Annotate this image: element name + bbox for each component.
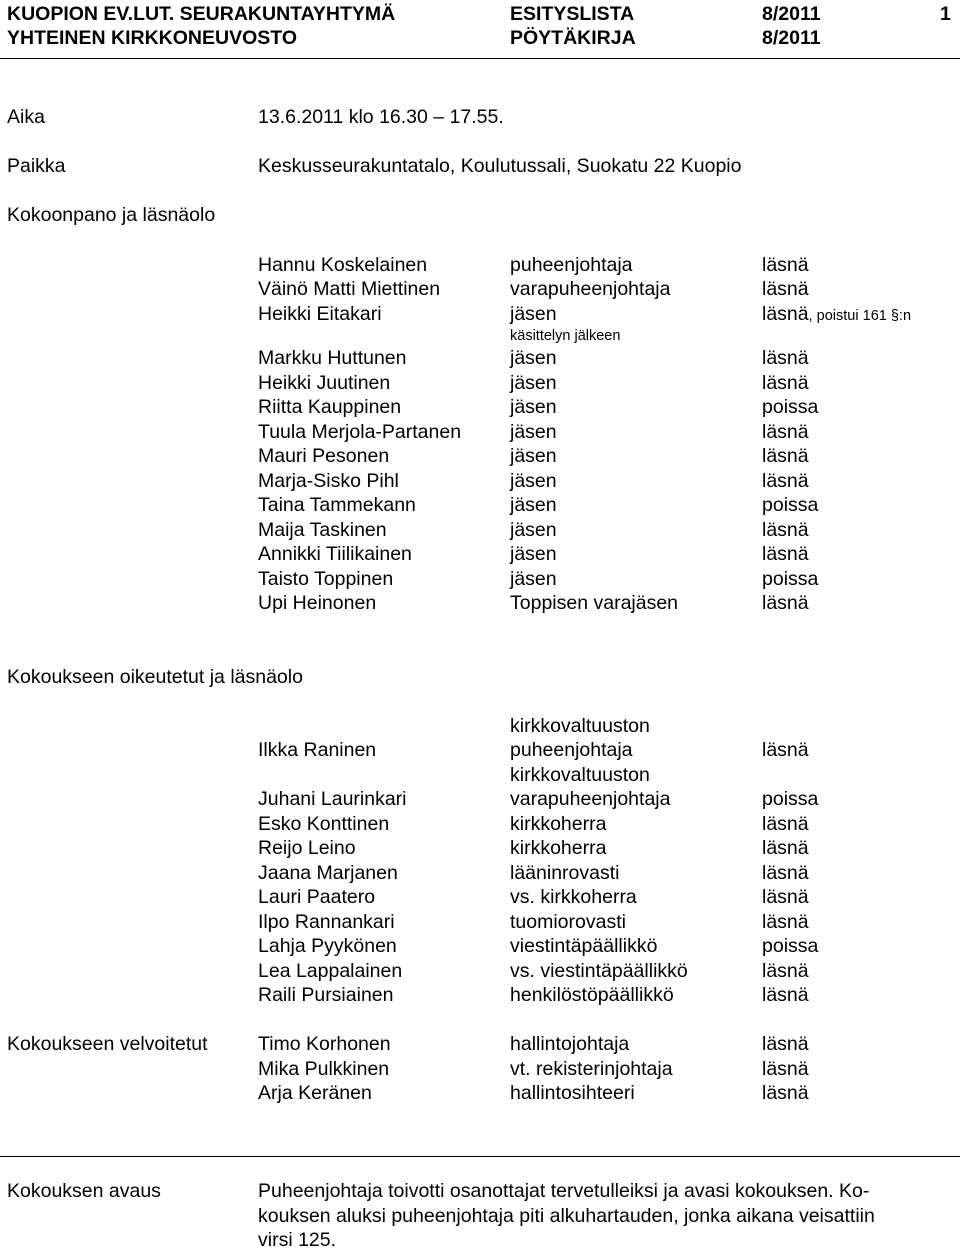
paikka-label: Paikka xyxy=(7,155,66,177)
entitled-status: läsnä xyxy=(762,911,809,933)
member-status: läsnä xyxy=(762,254,809,276)
member-name: Heikki Eitakari xyxy=(258,303,382,325)
entitled-status: läsnä xyxy=(762,813,809,835)
header-doc-number-1: 8/2011 xyxy=(762,3,821,25)
section-divider xyxy=(0,1156,960,1157)
obliged-status: läsnä xyxy=(762,1033,809,1055)
entitled-status: läsnä xyxy=(762,960,809,982)
entitled-status: poissa xyxy=(762,935,819,957)
member-status: läsnä xyxy=(762,519,809,541)
obliged-label: Kokoukseen velvoitetut xyxy=(7,1033,208,1055)
header-divider xyxy=(0,58,960,59)
entitled-status: läsnä xyxy=(762,862,809,884)
entitled-role: tuomiorovasti xyxy=(510,911,626,933)
header-doc-type-1: ESITYSLISTA xyxy=(510,3,635,25)
entitled-name: Reijo Leino xyxy=(258,837,356,859)
member-note-continued: käsittelyn jälkeen xyxy=(510,328,621,344)
entitled-name: Ilkka Raninen xyxy=(258,739,377,761)
member-status: läsnä xyxy=(762,445,809,467)
opening-line-1: Puheenjohtaja toivotti osanottajat tervetulleiksi ja avasi kokouksen. Ko- xyxy=(258,1180,870,1202)
page-number: 1 xyxy=(940,3,951,25)
member-name: Markku Huttunen xyxy=(258,347,407,369)
header-doc-type-2: PÖYTÄKIRJA xyxy=(510,27,636,49)
entitled-name: Lahja Pyykönen xyxy=(258,935,397,957)
header-org-line1: KUOPION EV.LUT. SEURAKUNTAYHTYMÄ xyxy=(7,3,396,25)
member-role: jäsen xyxy=(510,519,557,541)
member-status: läsnä xyxy=(762,592,809,614)
member-role: jäsen xyxy=(510,445,557,467)
entitled-name: Lauri Paatero xyxy=(258,886,376,908)
member-role: jäsen xyxy=(510,372,557,394)
entitled-role: vs. kirkkoherra xyxy=(510,886,637,908)
member-name: Heikki Juutinen xyxy=(258,372,391,394)
opening-line-3: virsi 125. xyxy=(258,1229,337,1251)
entitled-status: läsnä xyxy=(762,886,809,908)
member-role: jäsen xyxy=(510,421,557,443)
member-role: varapuheenjohtaja xyxy=(510,278,671,300)
member-name: Taina Tammekann xyxy=(258,494,416,516)
member-status: poissa xyxy=(762,568,819,590)
entitled-status: läsnä xyxy=(762,837,809,859)
entitled-role: viestintäpäällikkö xyxy=(510,935,658,957)
opening-label: Kokouksen avaus xyxy=(7,1180,161,1202)
entitled-role: puheenjohtaja xyxy=(510,739,633,761)
member-name: Marja-Sisko Pihl xyxy=(258,470,399,492)
entitled-role: varapuheenjohtaja xyxy=(510,788,671,810)
member-note: , poistui 161 §:n xyxy=(808,308,912,324)
entitled-name: Jaana Marjanen xyxy=(258,862,398,884)
member-role: jäsen xyxy=(510,494,557,516)
obliged-role: vt. rekisterinjohtaja xyxy=(510,1058,673,1080)
member-status: läsnä xyxy=(762,347,809,369)
entitled-role: henkilöstöpäällikkö xyxy=(510,984,674,1006)
member-status: läsnä xyxy=(762,278,809,300)
member-name: Taisto Toppinen xyxy=(258,568,394,590)
member-status: poissa xyxy=(762,494,819,516)
member-status: poissa xyxy=(762,396,819,418)
entitled-role-top: kirkkovaltuuston xyxy=(510,715,650,737)
member-name: Riitta Kauppinen xyxy=(258,396,402,418)
entitled-name: Juhani Laurinkari xyxy=(258,788,407,810)
member-status: läsnä xyxy=(762,543,809,565)
obliged-name: Arja Keränen xyxy=(258,1082,372,1104)
member-role: jäsen xyxy=(510,568,557,590)
obliged-status: läsnä xyxy=(762,1082,809,1104)
obliged-role: hallintosihteeri xyxy=(510,1082,635,1104)
entitled-role-top: kirkkovaltuuston xyxy=(510,764,650,786)
member-name: Maija Taskinen xyxy=(258,519,387,541)
header-org-line2: YHTEINEN KIRKKONEUVOSTO xyxy=(7,27,298,49)
entitled-name: Esko Konttinen xyxy=(258,813,390,835)
member-role: jäsen xyxy=(510,303,557,325)
member-name: Upi Heinonen xyxy=(258,592,377,614)
member-status: läsnä xyxy=(762,470,809,492)
entitled-name: Raili Pursiainen xyxy=(258,984,394,1006)
member-name: Mauri Pesonen xyxy=(258,445,390,467)
entitled-status: poissa xyxy=(762,788,819,810)
member-role: jäsen xyxy=(510,470,557,492)
member-role: jäsen xyxy=(510,396,557,418)
entitled-name: Lea Lappalainen xyxy=(258,960,403,982)
member-status: läsnä xyxy=(762,372,809,394)
entitled-label: Kokoukseen oikeutetut ja läsnäolo xyxy=(7,666,303,688)
entitled-status: läsnä xyxy=(762,984,809,1006)
member-status: läsnä xyxy=(762,303,809,325)
obliged-name: Mika Pulkkinen xyxy=(258,1058,390,1080)
member-name: Väinö Matti Miettinen xyxy=(258,278,441,300)
obliged-role: hallintojohtaja xyxy=(510,1033,630,1055)
entitled-name: Ilpo Rannankari xyxy=(258,911,395,933)
member-status: läsnä xyxy=(762,421,809,443)
obliged-status: läsnä xyxy=(762,1058,809,1080)
entitled-role: lääninrovasti xyxy=(510,862,620,884)
entitled-role: vs. viestintäpäällikkö xyxy=(510,960,688,982)
member-name: Tuula Merjola-Partanen xyxy=(258,421,462,443)
entitled-role: kirkkoherra xyxy=(510,813,607,835)
member-role: jäsen xyxy=(510,543,557,565)
aika-value: 13.6.2011 klo 16.30 – 17.55. xyxy=(258,106,504,128)
member-role: jäsen xyxy=(510,347,557,369)
member-status-cell xyxy=(762,305,911,325)
opening-line-2: kouksen aluksi puheenjohtaja piti alkuhartauden, jonka aikana veisattiin xyxy=(258,1205,875,1227)
obliged-name: Timo Korhonen xyxy=(258,1033,391,1055)
member-name: Hannu Koskelainen xyxy=(258,254,428,276)
paikka-value: Keskusseurakuntatalo, Koulutussali, Suokatu 22 Kuopio xyxy=(258,155,742,177)
entitled-status: läsnä xyxy=(762,739,809,761)
member-name: Annikki Tiilikainen xyxy=(258,543,412,565)
member-role: puheenjohtaja xyxy=(510,254,633,276)
aika-label: Aika xyxy=(7,106,45,128)
entitled-role: kirkkoherra xyxy=(510,837,607,859)
member-role: Toppisen varajäsen xyxy=(510,592,679,614)
kokoonpano-label: Kokoonpano ja läsnäolo xyxy=(7,204,216,226)
header-doc-number-2: 8/2011 xyxy=(762,27,821,49)
